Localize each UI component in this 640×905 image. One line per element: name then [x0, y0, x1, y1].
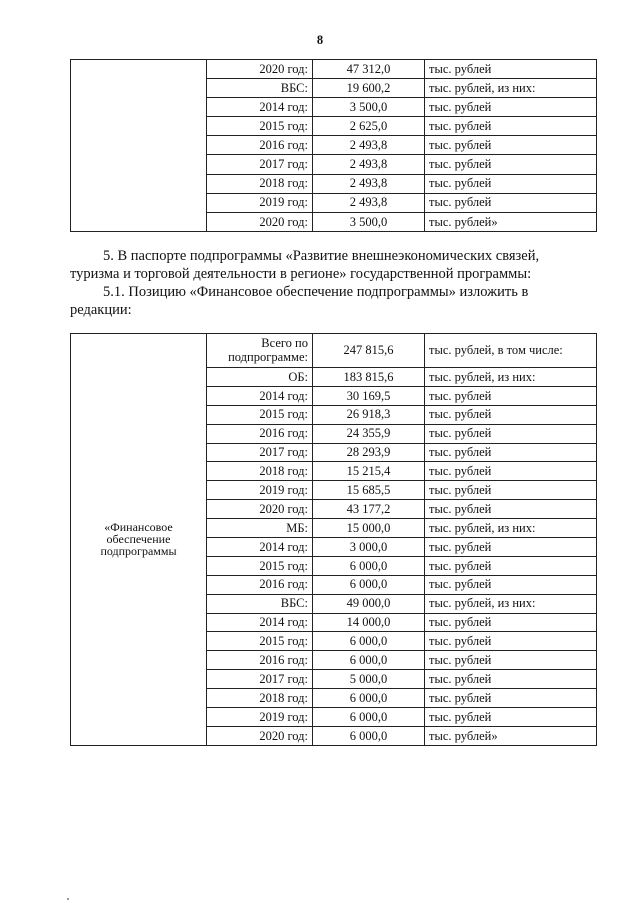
- period-label: 2020 год:: [207, 500, 313, 519]
- unit-label: тыс. рублей: [425, 481, 597, 500]
- unit-label: тыс. рублей: [425, 174, 597, 193]
- unit-label: тыс. рублей: [425, 443, 597, 462]
- period-label: МБ:: [207, 519, 313, 538]
- amount-value: 3 500,0: [313, 212, 425, 231]
- period-label: ВБС:: [207, 79, 313, 98]
- period-label: 2019 год:: [207, 708, 313, 727]
- period-label: 2019 год:: [207, 193, 313, 212]
- amount-value: 19 600,2: [313, 79, 425, 98]
- unit-label: тыс. рублей: [425, 538, 597, 557]
- period-label: ВБС:: [207, 594, 313, 613]
- amount-value: 24 355,9: [313, 424, 425, 443]
- paragraph-5-1: [70, 284, 595, 319]
- unit-label: тыс. рублей: [425, 136, 597, 155]
- period-label: 2015 год:: [207, 117, 313, 136]
- amount-value: 3 000,0: [313, 538, 425, 557]
- amount-value: 43 177,2: [313, 500, 425, 519]
- period-label: 2014 год:: [207, 538, 313, 557]
- unit-label: тыс. рублей: [425, 575, 597, 594]
- position-name-line: обеспечение: [106, 532, 171, 547]
- unit-label: тыс. рублей: [425, 405, 597, 424]
- paragraph-5-1-line-1: 5.1. Позицию «Финансовое обеспечение подпрограммы» изложить в: [103, 284, 529, 300]
- period-label: 2016 год:: [207, 575, 313, 594]
- position-name-cell: [71, 60, 207, 232]
- table-row: [71, 334, 597, 368]
- period-label: 2017 год:: [207, 670, 313, 689]
- position-name-line: подпрограммы: [100, 544, 177, 559]
- amount-value: 6 000,0: [313, 689, 425, 708]
- unit-label: тыс. рублей: [425, 708, 597, 727]
- amount-value: 15 000,0: [313, 519, 425, 538]
- amount-value: 14 000,0: [313, 613, 425, 632]
- financing-table-continued: [70, 59, 597, 232]
- amount-value: 5 000,0: [313, 670, 425, 689]
- period-label: 2016 год:: [207, 651, 313, 670]
- scan-speck: [67, 898, 69, 900]
- paragraph-5-1-line-2: редакции:: [70, 301, 132, 318]
- position-name-cell: [71, 334, 207, 746]
- unit-label: тыс. рублей»: [425, 212, 597, 231]
- amount-value: 26 918,3: [313, 405, 425, 424]
- unit-label: тыс. рублей: [425, 424, 597, 443]
- amount-value: 28 293,9: [313, 443, 425, 462]
- period-label: ОБ:: [207, 368, 313, 387]
- period-label: 2014 год:: [207, 386, 313, 405]
- amount-value: 30 169,5: [313, 386, 425, 405]
- unit-label: тыс. рублей: [425, 632, 597, 651]
- amount-value: 247 815,6: [313, 334, 425, 368]
- unit-label: тыс. рублей: [425, 462, 597, 481]
- period-label: 2015 год:: [207, 632, 313, 651]
- period-label: 2014 год:: [207, 98, 313, 117]
- unit-label: тыс. рублей: [425, 689, 597, 708]
- amount-value: 6 000,0: [313, 651, 425, 670]
- amount-value: 183 815,6: [313, 368, 425, 387]
- unit-label: тыс. рублей, из них:: [425, 594, 597, 613]
- amount-value: 2 493,8: [313, 155, 425, 174]
- period-label: 2020 год:: [207, 60, 313, 79]
- period-label: 2020 год:: [207, 212, 313, 231]
- period-label: 2016 год:: [207, 136, 313, 155]
- period-label: 2014 год:: [207, 613, 313, 632]
- unit-label: тыс. рублей: [425, 670, 597, 689]
- amount-value: 6 000,0: [313, 632, 425, 651]
- amount-value: 6 000,0: [313, 556, 425, 575]
- amount-value: 2 493,8: [313, 193, 425, 212]
- amount-value: 6 000,0: [313, 726, 425, 745]
- page-number: 8: [316, 33, 324, 47]
- unit-label: тыс. рублей»: [425, 726, 597, 745]
- unit-label: тыс. рублей, из них:: [425, 79, 597, 98]
- unit-label: тыс. рублей: [425, 155, 597, 174]
- amount-value: 2 625,0: [313, 117, 425, 136]
- period-label: 2015 год:: [207, 405, 313, 424]
- period-label: 2015 год:: [207, 556, 313, 575]
- amount-value: 6 000,0: [313, 575, 425, 594]
- unit-label: тыс. рублей: [425, 193, 597, 212]
- table-row: [71, 60, 597, 79]
- amount-value: 3 500,0: [313, 98, 425, 117]
- position-name-line: «Финансовое: [104, 520, 173, 535]
- period-label: 2020 год:: [207, 726, 313, 745]
- unit-label: тыс. рублей: [425, 651, 597, 670]
- period-label: 2018 год:: [207, 462, 313, 481]
- unit-label: тыс. рублей: [425, 386, 597, 405]
- amount-value: 47 312,0: [313, 60, 425, 79]
- unit-label: тыс. рублей, в том числе:: [425, 334, 597, 368]
- period-label: Всего по подпрограмме:: [207, 334, 313, 368]
- financing-table-new: [70, 333, 597, 746]
- paragraph-5-line-2: туризма и торговой деятельности в регионе» государственной программы:: [70, 265, 532, 282]
- unit-label: тыс. рублей: [425, 613, 597, 632]
- period-label: 2017 год:: [207, 155, 313, 174]
- amount-value: 15 215,4: [313, 462, 425, 481]
- unit-label: тыс. рублей: [425, 500, 597, 519]
- period-label: 2017 год:: [207, 443, 313, 462]
- unit-label: тыс. рублей: [425, 60, 597, 79]
- paragraph-5-line-1: 5. В паспорте подпрограммы «Развитие внешнеэкономических связей,: [103, 248, 540, 264]
- amount-value: 15 685,5: [313, 481, 425, 500]
- amount-value: 2 493,8: [313, 136, 425, 155]
- period-label: 2019 год:: [207, 481, 313, 500]
- period-label: 2018 год:: [207, 689, 313, 708]
- unit-label: тыс. рублей: [425, 98, 597, 117]
- amount-value: 49 000,0: [313, 594, 425, 613]
- unit-label: тыс. рублей, из них:: [425, 368, 597, 387]
- amount-value: 2 493,8: [313, 174, 425, 193]
- paragraph-5: [70, 248, 595, 283]
- amount-value: 6 000,0: [313, 708, 425, 727]
- unit-label: тыс. рублей: [425, 117, 597, 136]
- period-label: 2016 год:: [207, 424, 313, 443]
- period-label: 2018 год:: [207, 174, 313, 193]
- unit-label: тыс. рублей: [425, 556, 597, 575]
- unit-label: тыс. рублей, из них:: [425, 519, 597, 538]
